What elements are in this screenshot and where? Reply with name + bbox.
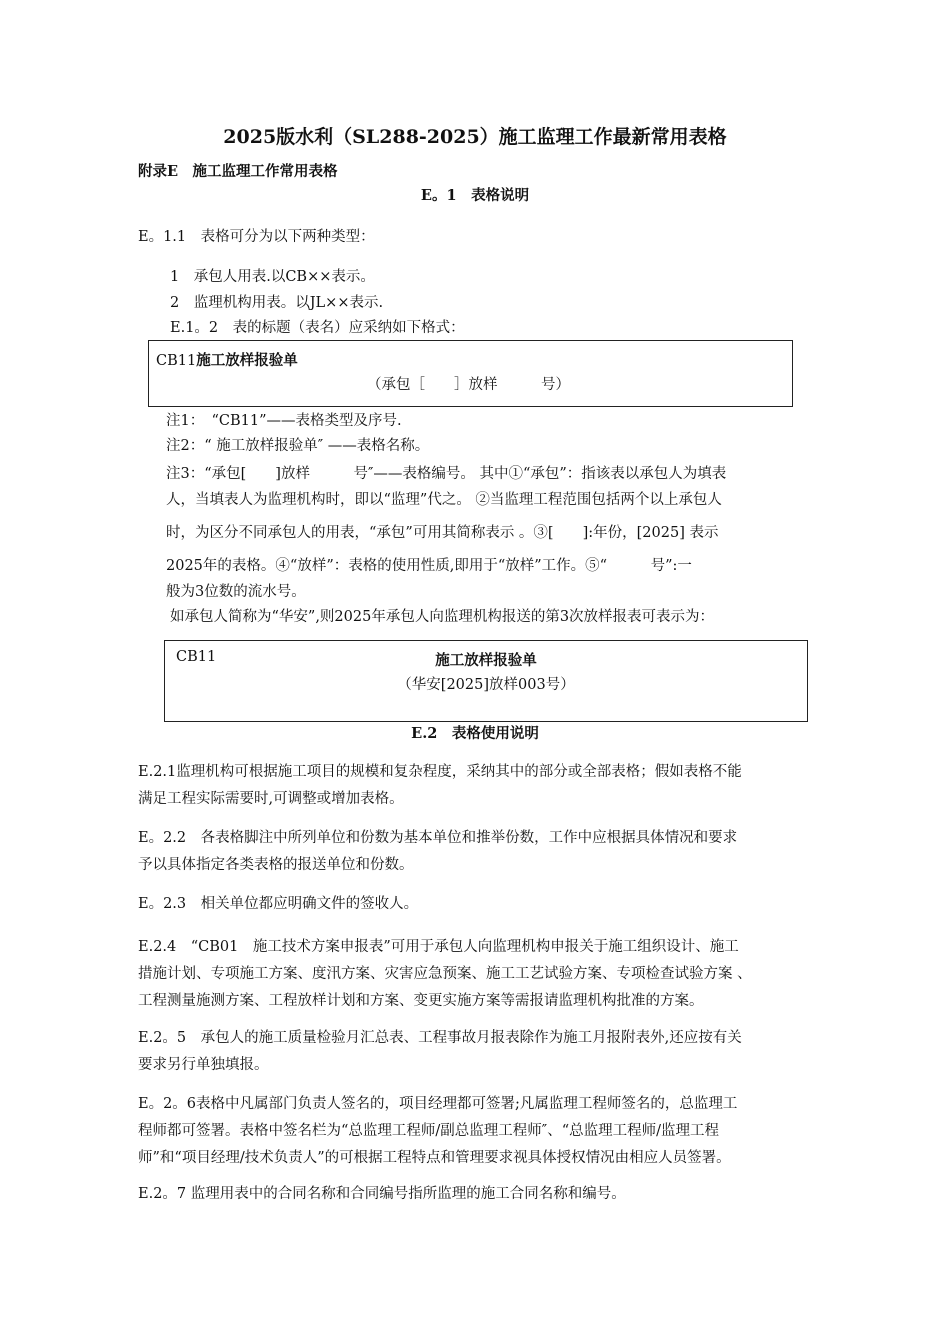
example-number: （承包［ ］放样 号） bbox=[367, 377, 570, 393]
example-code-title: CB11施工放样报验单 bbox=[156, 352, 298, 369]
sample-code: CB11 bbox=[176, 649, 217, 665]
section-e1-heading: E。1 表格说明 bbox=[420, 187, 530, 204]
clause-e27: E.2。7 监理用表中的合同名称和合同编号指所监理的施工合同名称和编号。 bbox=[138, 1186, 626, 1202]
note-2: 注2：“ 施工放样报验单″ ——表格名称。 bbox=[166, 438, 430, 454]
clause-e12: E.1。2 表的标题（表名）应采纳如下格式： bbox=[170, 320, 465, 336]
format-example-box bbox=[148, 340, 793, 407]
clause-e26: E。2。6表格中凡属部门负责人签名的，项目经理都可签署;凡属监理工程师签名的，总监理工 程师都可签署。表格中签名栏为“总监理工程师/副总监理工程师″、“总监理工程师/监理工程 师”和“项目经理/技术负责人”的可根据工程特点和管理要求视具体授权情况由相应人员签署。 bbox=[138, 1096, 738, 1166]
sample-form-box bbox=[164, 640, 808, 722]
note-3-line: 注3：“承包[ ]放样 号″——表格编号。 其中①“承包”：指该表以承包人为填表 bbox=[166, 466, 727, 482]
clause-e11: E。1.1 表格可分为以下两种类型： bbox=[138, 229, 375, 245]
note-3-line: 2025年的表格。④“放样”：表格的使用性质,即用于“放样”工作。⑤“ 号”:一 bbox=[166, 558, 692, 574]
page-title: 2025版水利（SL288-2025）施工监理工作最新常用表格 bbox=[223, 126, 727, 148]
note-3-line: 时，为区分不同承包人的用表，“承包”可用其简称表示 。③[ ]:年份，[2025] 表示 bbox=[166, 525, 719, 541]
clause-e21: E.2.1监理机构可根据施工项目的规模和复杂程度，采纳其中的部分或全部表格；假如表格不能 满足工程实际需要时,可调整或增加表格。 bbox=[138, 764, 742, 807]
note-1: 注1： “CB11”——表格类型及序号. bbox=[166, 413, 402, 429]
clause-e24: E.2.4 “CB01 施工技术方案申报表”可用于承包人向监理机构申报关于施工组织设计、施工 措施计划、专项施工方案、度汛方案、灾害应急预案、施工工艺试验方案、专项检查试验方案 、 工程测量施测方案、工程放样计划和方案、变更实施方案等需报请监理机构批准的方案。 bbox=[138, 939, 752, 1009]
clause-e22: E。2.2 各表格脚注中所列单位和份数为基本单位和推举份数，工作中应根据具体情况和要求 予以具体指定各类表格的报送单位和份数。 bbox=[138, 830, 738, 873]
sample-number: （华安[2025]放样003号） bbox=[397, 677, 575, 693]
note-3-line: 般为3位数的流水号。 bbox=[166, 584, 306, 600]
appendix-heading: 附录E 施工监理工作常用表格 bbox=[138, 163, 338, 180]
section-e2-heading: E.2 表格使用说明 bbox=[411, 725, 539, 742]
clause-e23: E。2.3 相关单位都应明确文件的签收人。 bbox=[138, 896, 419, 912]
type-item-1: 1 承包人用表.以CB××表示。 bbox=[170, 269, 375, 285]
clause-e25: E.2。5 承包人的施工质量检验月汇总表、工程事故月报表除作为施工月报附表外,还应按有关 要求另行单独填报。 bbox=[138, 1030, 742, 1073]
sample-title: 施工放样报验单 bbox=[435, 652, 537, 669]
note-3-line: 人，当填表人为监理机构时，即以“监理”代之。 ②当监理工程范围包括两个以上承包人 bbox=[166, 492, 722, 508]
example-intro: 如承包人简称为“华安”,则2025年承包人向监理机构报送的第3次放样报表可表示为： bbox=[170, 609, 715, 625]
type-item-2: 2 监理机构用表。以JL××表示. bbox=[170, 295, 384, 311]
